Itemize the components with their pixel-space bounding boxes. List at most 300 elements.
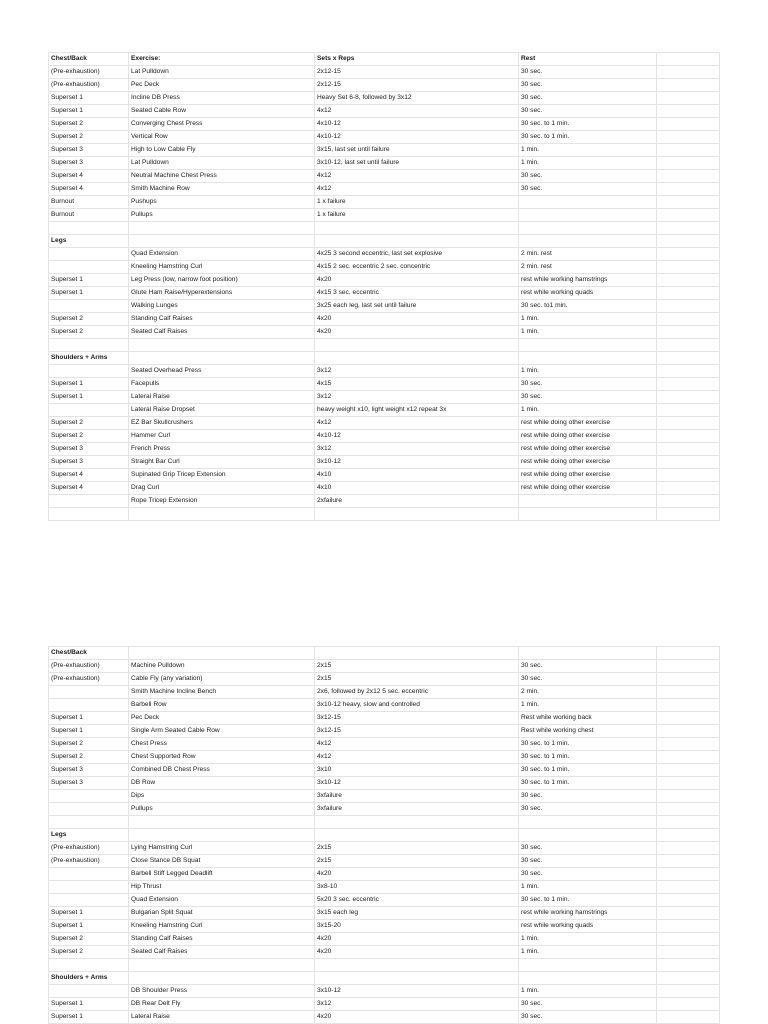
- extra-cell: [657, 881, 720, 894]
- rest-cell: 1 min.: [519, 365, 657, 378]
- exercise-cell: Pec Deck: [129, 79, 315, 92]
- extra-cell: [657, 660, 720, 673]
- sets-reps-cell: 3xfailure: [315, 790, 519, 803]
- workout-sheet-1: [48, 52, 720, 521]
- sets-reps-cell: 2x15: [315, 842, 519, 855]
- rest-cell: [519, 959, 657, 972]
- table-row: [49, 144, 720, 157]
- table-row: [49, 894, 720, 907]
- group-cell: Superset 1: [49, 712, 129, 725]
- exercise-cell: Facepulls: [129, 378, 315, 391]
- extra-cell: [657, 946, 720, 959]
- sets-reps-cell: 4x20: [315, 274, 519, 287]
- exercise-cell: Standing Calf Raises: [129, 933, 315, 946]
- sets-reps-cell: 3x8-10: [315, 881, 519, 894]
- rest-cell: [519, 816, 657, 829]
- table-row: [49, 751, 720, 764]
- table-row: [49, 79, 720, 92]
- rest-cell: [519, 352, 657, 365]
- exercise-cell: [129, 339, 315, 352]
- sets-reps-cell: 3x12: [315, 443, 519, 456]
- extra-cell: [657, 105, 720, 118]
- table-row: [49, 842, 720, 855]
- sets-reps-cell: 3x12: [315, 391, 519, 404]
- extra-cell: [657, 352, 720, 365]
- extra-cell: [657, 482, 720, 495]
- rest-cell: rest while doing other exercise: [519, 417, 657, 430]
- exercise-cell: Lat Pulldown: [129, 157, 315, 170]
- exercise-cell: Dips: [129, 790, 315, 803]
- table-row: [49, 352, 720, 365]
- group-cell: Legs: [49, 235, 129, 248]
- extra-cell: [657, 391, 720, 404]
- sets-reps-cell: 3x15-20: [315, 920, 519, 933]
- group-cell: (Pre-exhaustion): [49, 673, 129, 686]
- table-row: [49, 920, 720, 933]
- rest-cell: [519, 235, 657, 248]
- table-row: [49, 508, 720, 521]
- exercise-cell: Hammer Curl: [129, 430, 315, 443]
- group-cell: Chest/Back: [49, 53, 129, 66]
- extra-cell: [657, 274, 720, 287]
- table-row: [49, 248, 720, 261]
- rest-cell: 1 min.: [519, 313, 657, 326]
- extra-cell: [657, 430, 720, 443]
- extra-cell: [657, 157, 720, 170]
- table-row: [49, 764, 720, 777]
- table-row: [49, 738, 720, 751]
- rest-cell: 30 sec. to 1 min.: [519, 131, 657, 144]
- extra-cell: [657, 365, 720, 378]
- exercise-cell: Combined DB Chest Press: [129, 764, 315, 777]
- extra-cell: [657, 842, 720, 855]
- table-row: [49, 868, 720, 881]
- extra-cell: [657, 131, 720, 144]
- extra-cell: [657, 495, 720, 508]
- rest-cell: rest while doing other exercise: [519, 482, 657, 495]
- sets-reps-cell: [315, 235, 519, 248]
- rest-cell: rest while working hamstrings: [519, 274, 657, 287]
- extra-cell: [657, 725, 720, 738]
- rest-cell: 30 sec.: [519, 803, 657, 816]
- extra-cell: [657, 53, 720, 66]
- rest-cell: 30 sec.: [519, 92, 657, 105]
- extra-cell: [657, 261, 720, 274]
- rest-cell: Rest: [519, 53, 657, 66]
- table-row: [49, 274, 720, 287]
- extra-cell: [657, 456, 720, 469]
- sets-reps-cell: 4x20: [315, 946, 519, 959]
- group-cell: Superset 3: [49, 144, 129, 157]
- rest-cell: [519, 647, 657, 660]
- exercise-cell: Incline DB Press: [129, 92, 315, 105]
- exercise-cell: Smith Machine Row: [129, 183, 315, 196]
- group-cell: Superset 1: [49, 287, 129, 300]
- exercise-cell: Smith Machine Incline Bench: [129, 686, 315, 699]
- extra-cell: [657, 287, 720, 300]
- rest-cell: [519, 222, 657, 235]
- rest-cell: 2 min. rest: [519, 261, 657, 274]
- exercise-cell: Hip Thrust: [129, 881, 315, 894]
- exercise-cell: DB Row: [129, 777, 315, 790]
- exercise-cell: Pushups: [129, 196, 315, 209]
- exercise-cell: [129, 972, 315, 985]
- group-cell: [49, 686, 129, 699]
- exercise-cell: Converging Chest Press: [129, 118, 315, 131]
- rest-cell: 1 min.: [519, 326, 657, 339]
- sets-reps-cell: 2x12-15: [315, 66, 519, 79]
- group-cell: [49, 222, 129, 235]
- exercise-cell: Seated Cable Row: [129, 105, 315, 118]
- sets-reps-cell: 4x10-12: [315, 118, 519, 131]
- sets-reps-cell: 4x10: [315, 469, 519, 482]
- group-cell: [49, 261, 129, 274]
- group-cell: Superset 1: [49, 920, 129, 933]
- group-cell: [49, 508, 129, 521]
- rest-cell: 30 sec. to 1 min.: [519, 777, 657, 790]
- sets-reps-cell: 4x15: [315, 378, 519, 391]
- extra-cell: [657, 248, 720, 261]
- rest-cell: 30 sec. to 1 min.: [519, 118, 657, 131]
- table-row: [49, 699, 720, 712]
- extra-cell: [657, 933, 720, 946]
- sets-reps-cell: 5x20 3 sec. eccentric: [315, 894, 519, 907]
- rest-cell: rest while working hamstrings: [519, 907, 657, 920]
- exercise-cell: Seated Overhead Press: [129, 365, 315, 378]
- table-row: [49, 673, 720, 686]
- group-cell: Chest/Back: [49, 647, 129, 660]
- extra-cell: [657, 959, 720, 972]
- rest-cell: 30 sec. to 1 min.: [519, 738, 657, 751]
- group-cell: [49, 404, 129, 417]
- rest-cell: [519, 339, 657, 352]
- sets-reps-cell: 4x15 2 sec. eccentric 2 sec. concentric: [315, 261, 519, 274]
- group-cell: Superset 4: [49, 482, 129, 495]
- exercise-cell: Kneeling Hamstring Curl: [129, 261, 315, 274]
- sets-reps-cell: 4x12: [315, 170, 519, 183]
- rest-cell: 30 sec.: [519, 868, 657, 881]
- rest-cell: Rest while working chest: [519, 725, 657, 738]
- table-row: [49, 1011, 720, 1024]
- rest-cell: 1 min.: [519, 404, 657, 417]
- rest-cell: 30 sec. to1 min.: [519, 300, 657, 313]
- rest-cell: rest while working quads: [519, 920, 657, 933]
- exercise-cell: Pullups: [129, 803, 315, 816]
- table-row: [49, 443, 720, 456]
- group-cell: Superset 1: [49, 105, 129, 118]
- group-cell: Shoulders + Arms: [49, 972, 129, 985]
- rest-cell: 30 sec. to 1 min.: [519, 764, 657, 777]
- group-cell: Superset 3: [49, 764, 129, 777]
- table-row: [49, 660, 720, 673]
- group-cell: Superset 4: [49, 469, 129, 482]
- group-cell: Superset 2: [49, 417, 129, 430]
- rest-cell: 30 sec. to 1 min.: [519, 751, 657, 764]
- sets-reps-cell: 3x10-12 heavy, slow and controlled: [315, 699, 519, 712]
- exercise-cell: EZ Bar Skullcrushers: [129, 417, 315, 430]
- table-row: [49, 183, 720, 196]
- table-row: [49, 933, 720, 946]
- exercise-cell: Close Stance DB Squat: [129, 855, 315, 868]
- table-row: [49, 972, 720, 985]
- sets-reps-cell: 4x20: [315, 868, 519, 881]
- group-cell: Superset 2: [49, 933, 129, 946]
- rest-cell: 2 min. rest: [519, 248, 657, 261]
- sets-reps-cell: 3x10: [315, 764, 519, 777]
- table-row: [49, 456, 720, 469]
- exercise-cell: Pec Deck: [129, 712, 315, 725]
- group-cell: [49, 959, 129, 972]
- exercise-cell: [129, 222, 315, 235]
- sets-reps-cell: 4x12: [315, 738, 519, 751]
- sets-reps-cell: 3x15, last set until failure: [315, 144, 519, 157]
- extra-cell: [657, 170, 720, 183]
- extra-cell: [657, 738, 720, 751]
- table-row: [49, 855, 720, 868]
- extra-cell: [657, 699, 720, 712]
- table-row: [49, 469, 720, 482]
- exercise-cell: Glute Ham Raise/Hyperextensions: [129, 287, 315, 300]
- exercise-cell: Lateral Raise: [129, 391, 315, 404]
- table-row: [49, 391, 720, 404]
- table-row: [49, 777, 720, 790]
- group-cell: Superset 2: [49, 326, 129, 339]
- extra-cell: [657, 985, 720, 998]
- extra-cell: [657, 92, 720, 105]
- extra-cell: [657, 326, 720, 339]
- sets-reps-cell: 3x10-12: [315, 456, 519, 469]
- workout-sheet-2: [48, 646, 720, 1024]
- exercise-cell: Cable Fly (any variation): [129, 673, 315, 686]
- table-row: [49, 339, 720, 352]
- exercise-cell: Barbell Row: [129, 699, 315, 712]
- rest-cell: 30 sec.: [519, 66, 657, 79]
- sets-reps-cell: 3x12-15: [315, 725, 519, 738]
- extra-cell: [657, 222, 720, 235]
- rest-cell: Rest while working back: [519, 712, 657, 725]
- group-cell: [49, 881, 129, 894]
- extra-cell: [657, 712, 720, 725]
- sets-reps-cell: 2x6, followed by 2x12 5 sec. eccentric: [315, 686, 519, 699]
- extra-cell: [657, 196, 720, 209]
- group-cell: [49, 894, 129, 907]
- group-cell: [49, 985, 129, 998]
- extra-cell: [657, 764, 720, 777]
- table-row: [49, 790, 720, 803]
- rest-cell: 30 sec.: [519, 790, 657, 803]
- rest-cell: 30 sec.: [519, 660, 657, 673]
- group-cell: Superset 4: [49, 183, 129, 196]
- table-row: [49, 313, 720, 326]
- sets-reps-cell: 3x15 each leg: [315, 907, 519, 920]
- rest-cell: [519, 972, 657, 985]
- table-row: [49, 482, 720, 495]
- table-row: [49, 725, 720, 738]
- sets-reps-cell: [315, 508, 519, 521]
- exercise-cell: Lat Pulldown: [129, 66, 315, 79]
- group-cell: Superset 3: [49, 456, 129, 469]
- group-cell: Superset 1: [49, 998, 129, 1011]
- extra-cell: [657, 1011, 720, 1024]
- exercise-cell: [129, 959, 315, 972]
- rest-cell: 30 sec.: [519, 183, 657, 196]
- exercise-cell: Vertical Row: [129, 131, 315, 144]
- group-cell: Superset 1: [49, 391, 129, 404]
- extra-cell: [657, 777, 720, 790]
- extra-cell: [657, 751, 720, 764]
- table-row: [49, 985, 720, 998]
- sets-reps-cell: 4x10-12: [315, 430, 519, 443]
- extra-cell: [657, 998, 720, 1011]
- exercise-cell: Leg Press (low, narrow foot position): [129, 274, 315, 287]
- extra-cell: [657, 803, 720, 816]
- table-row: [49, 261, 720, 274]
- extra-cell: [657, 673, 720, 686]
- extra-cell: [657, 647, 720, 660]
- extra-cell: [657, 686, 720, 699]
- rest-cell: [519, 829, 657, 842]
- rest-cell: 1 min.: [519, 946, 657, 959]
- sets-reps-cell: Sets x Reps: [315, 53, 519, 66]
- group-cell: [49, 868, 129, 881]
- group-cell: (Pre-exhaustion): [49, 79, 129, 92]
- exercise-cell: High to Low Cable Fly: [129, 144, 315, 157]
- extra-cell: [657, 855, 720, 868]
- exercise-cell: [129, 508, 315, 521]
- exercise-cell: [129, 816, 315, 829]
- table-row: [49, 105, 720, 118]
- sets-reps-cell: Heavy Set 6-8, followed by 3x12: [315, 92, 519, 105]
- exercise-cell: Neutral Machine Chest Press: [129, 170, 315, 183]
- rest-cell: [519, 508, 657, 521]
- group-cell: [49, 816, 129, 829]
- rest-cell: 30 sec.: [519, 105, 657, 118]
- sets-reps-cell: [315, 959, 519, 972]
- sets-reps-cell: 4x20: [315, 313, 519, 326]
- sets-reps-cell: [315, 647, 519, 660]
- rest-cell: 30 sec.: [519, 79, 657, 92]
- table-row: [49, 131, 720, 144]
- extra-cell: [657, 443, 720, 456]
- group-cell: Superset 3: [49, 157, 129, 170]
- table-row: [49, 92, 720, 105]
- sets-reps-cell: 3x12-15: [315, 712, 519, 725]
- rest-cell: 30 sec. to 1 min.: [519, 894, 657, 907]
- sets-reps-cell: [315, 222, 519, 235]
- exercise-cell: Seated Calf Raises: [129, 946, 315, 959]
- rest-cell: 30 sec.: [519, 378, 657, 391]
- rest-cell: 30 sec.: [519, 673, 657, 686]
- group-cell: Burnout: [49, 209, 129, 222]
- table-row: [49, 686, 720, 699]
- table-row: [49, 803, 720, 816]
- sets-reps-cell: 4x12: [315, 183, 519, 196]
- exercise-cell: Lateral Raise Dropset: [129, 404, 315, 417]
- group-cell: Superset 1: [49, 907, 129, 920]
- exercise-cell: Standing Calf Raises: [129, 313, 315, 326]
- rest-cell: 1 min.: [519, 144, 657, 157]
- sets-reps-cell: 4x10: [315, 482, 519, 495]
- group-cell: (Pre-exhaustion): [49, 842, 129, 855]
- rest-cell: rest while doing other exercise: [519, 469, 657, 482]
- exercise-cell: Drag Curl: [129, 482, 315, 495]
- sets-reps-cell: 4x25 3 second eccentric, last set explosive: [315, 248, 519, 261]
- sheet-1-body: [49, 53, 720, 521]
- table-row: [49, 495, 720, 508]
- sets-reps-cell: 4x10-12: [315, 131, 519, 144]
- sets-reps-cell: [315, 352, 519, 365]
- sets-reps-cell: 3x12: [315, 998, 519, 1011]
- table-row: [49, 881, 720, 894]
- exercise-cell: Bulgarian Split Squat: [129, 907, 315, 920]
- sets-reps-cell: 2xfailure: [315, 495, 519, 508]
- group-cell: Legs: [49, 829, 129, 842]
- extra-cell: [657, 894, 720, 907]
- extra-cell: [657, 829, 720, 842]
- sets-reps-cell: 3x10-12: [315, 985, 519, 998]
- table-row: [49, 647, 720, 660]
- extra-cell: [657, 907, 720, 920]
- group-cell: [49, 248, 129, 261]
- table-row: [49, 326, 720, 339]
- extra-cell: [657, 313, 720, 326]
- group-cell: [49, 339, 129, 352]
- table-row: [49, 66, 720, 79]
- group-cell: [49, 803, 129, 816]
- rest-cell: 30 sec.: [519, 391, 657, 404]
- table-row: [49, 300, 720, 313]
- table-row: [49, 118, 720, 131]
- rest-cell: 1 min.: [519, 933, 657, 946]
- table-row: [49, 829, 720, 842]
- rest-cell: 2 min.: [519, 686, 657, 699]
- sets-reps-cell: 4x15 3 sec. eccentric: [315, 287, 519, 300]
- sets-reps-cell: [315, 816, 519, 829]
- rest-cell: [519, 495, 657, 508]
- exercise-cell: Rope Tricep Extension: [129, 495, 315, 508]
- table-row: [49, 430, 720, 443]
- exercise-cell: Quad Extension: [129, 894, 315, 907]
- sets-reps-cell: [315, 972, 519, 985]
- group-cell: Superset 2: [49, 946, 129, 959]
- exercise-cell: DB Shoulder Press: [129, 985, 315, 998]
- table-row: [49, 378, 720, 391]
- extra-cell: [657, 868, 720, 881]
- extra-cell: [657, 508, 720, 521]
- sets-reps-cell: 4x20: [315, 933, 519, 946]
- table-row: [49, 235, 720, 248]
- rest-cell: 1 min.: [519, 881, 657, 894]
- sets-reps-cell: 2x15: [315, 673, 519, 686]
- sets-reps-cell: 3x25 each leg, last set until failure: [315, 300, 519, 313]
- group-cell: [49, 790, 129, 803]
- sets-reps-cell: 3xfailure: [315, 803, 519, 816]
- rest-cell: 30 sec.: [519, 842, 657, 855]
- table-row: [49, 196, 720, 209]
- table-row: [49, 53, 720, 66]
- extra-cell: [657, 469, 720, 482]
- group-cell: Superset 2: [49, 430, 129, 443]
- group-cell: [49, 495, 129, 508]
- rest-cell: 30 sec.: [519, 1011, 657, 1024]
- exercise-cell: [129, 235, 315, 248]
- extra-cell: [657, 209, 720, 222]
- extra-cell: [657, 66, 720, 79]
- rest-cell: [519, 196, 657, 209]
- table-row: [49, 946, 720, 959]
- sets-reps-cell: 4x20: [315, 1011, 519, 1024]
- exercise-cell: Kneeling Hamstring Curl: [129, 920, 315, 933]
